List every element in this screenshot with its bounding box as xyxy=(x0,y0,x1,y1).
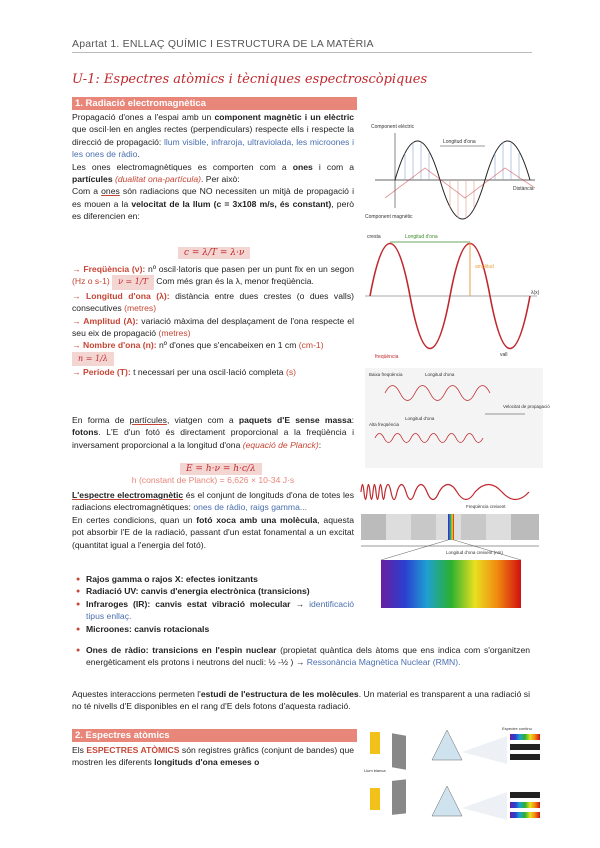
em-spectrum-figure xyxy=(356,478,544,616)
label-white-light: Llum blanca xyxy=(364,768,386,773)
label-magnetic-component: Component magnètic xyxy=(365,214,413,220)
list-item: ● Radiació UV: canvis d'energia electrònica (transicions) xyxy=(86,585,354,597)
unit-title: U-1: Espectres atòmics i tècniques espectroscòpiques xyxy=(72,72,428,87)
section-heading-2: 2. Espectres atòmics xyxy=(72,729,357,742)
wave-properties: → Freqüència (ν): nº oscil·latoris que pasen per un punt fix en un segon (Hz o s-1) ν = 1/T Com més gran és la λ, menor freqüència. → Longitud d'ona (λ): distància entre dues crestes (o dues valls) consecutives (metres) → Amplitud (A): variació màxima del desplaçament de l'ona respecte el seu eix de propagació (metres) → Nombre d'ona (n): nº d'ones que s'encabeixen en 1 cm (cm-1) n = 1/λ → Període (T): t necessari per una oscil·lació completa (s) xyxy=(72,264,355,378)
paragraph-photons: En forma de partícules, viatgen com a paquets d'E sense massa: fotons. L'E d'un fotó és directament proporcional a la freqüència i inversament proporcional a la longitud d'ona (equació de Planck): xyxy=(72,415,355,450)
paragraph-atomic-spectra: Els ESPECTRES ATÒMICS són registres gràfics (conjunt de bandes) que mostren les diferents longituds d'ona emeses o xyxy=(72,745,355,768)
label-distance: Distància xyxy=(513,186,534,192)
label-frequency: freqüència xyxy=(375,354,399,360)
formula-speed: c = λ/T = λ·ν xyxy=(178,242,250,260)
label-continuous-spectrum: Espectre continu xyxy=(502,726,532,731)
frequency-comparison-figure xyxy=(365,368,550,468)
label-amplitude: amplitud xyxy=(475,264,494,270)
formula-planck: E = h·ν = h·c/λ xyxy=(180,458,262,476)
label-low-frequency: Baixa freqüència xyxy=(369,372,403,377)
list-item: ● Microones: canvis rotacionals xyxy=(86,623,354,635)
radio-waves-item xyxy=(72,644,530,669)
label-wavelength-2: Longitud d'ona xyxy=(405,234,438,240)
label-high-frequency: Alta freqüència xyxy=(369,422,400,427)
label-increasing-frequency: Freqüència creixent xyxy=(466,504,506,509)
list-item: ● Infraroges (IR): canvis estat vibració molecular → identificació tipus enllaç. xyxy=(86,598,354,623)
paragraph-spectrum: L'espectre electromagnètic és el conjunt de longituds d'ona de totes les radiacions electromagnètiques: ones de ràdio, raigs gamma... En certes condicions, quan un fotó xoca amb una molècula, aquesta pot absorbir l'E de la radiació, passant d'un estat fonamental a un excitat (quantitat igual a l'energia del fotó). xyxy=(72,490,354,550)
sine-wave-figure xyxy=(365,228,545,363)
atomic-spectra-figure xyxy=(362,722,542,834)
page-header: Apartat 1. ENLLAÇ QUÍMIC I ESTRUCTURA DE LA MATÈRIA xyxy=(72,38,374,50)
radiation-effects-list xyxy=(72,573,354,635)
planck-constant: h (constant de Planck) = 6,626 × 10-34 J·s xyxy=(131,475,295,485)
label-trough: vall xyxy=(500,352,508,358)
label-lambda: λ(x) xyxy=(531,290,540,296)
list-item: ● Ones de ràdio: transicions en l'espin nuclear (propietat quàntica dels àtoms que ens indica com s'organitzen energèticament els protons i neutrons del nucli: ½ -½ ) → Ressonància Magnètica Nuclear (RMN). xyxy=(86,644,530,669)
label-wavelength-3: Longitud d'ona xyxy=(425,372,455,377)
section-heading-1: 1. Radiació electromagnètica xyxy=(72,97,357,110)
label-increasing-wavelength: Longitud d'ona creixent (nm) xyxy=(446,550,503,555)
paragraph-interactions: Aquestes interaccions permeten l'estudi de l'estructura de les molècules. Un material es transparent a una radiació si no té nivells d'E disponibles en el rang d'E dels fotons d'aquesta radiació. xyxy=(72,689,530,712)
label-crest: cresta xyxy=(367,234,381,240)
em-wave-figure xyxy=(365,118,543,223)
label-wavelength-4: Longitud d'ona xyxy=(405,416,435,421)
list-item: ● Rajos gamma o rajos X: efectes ionitzants xyxy=(86,573,354,585)
label-electric-component: Component elèctric xyxy=(371,124,415,130)
paragraph-intro: Propagació d'ones a l'espai amb un component magnètic i un elèctric que oscil·len en angles rectes (perpendiculars) respecte ells i respecte la direcció de propagació: llum visible, infraroja, ultraviolada, les microones i les ones de ràdio. Les ones electromagnètiques es comporten com a ones i com a partícules (dualitat ona-partícula). Per això: Com a ones són radiacions que NO necessiten un mitjà de propagació i es mouen a la velocitat de la llum (c = 3x108 m/s, és constant), però es diferencien en: xyxy=(72,112,355,222)
header-divider xyxy=(72,52,532,53)
label-propagation-speed: Velocitat de propagació xyxy=(503,404,550,409)
label-wavelength: Longitud d'ona xyxy=(443,139,476,145)
